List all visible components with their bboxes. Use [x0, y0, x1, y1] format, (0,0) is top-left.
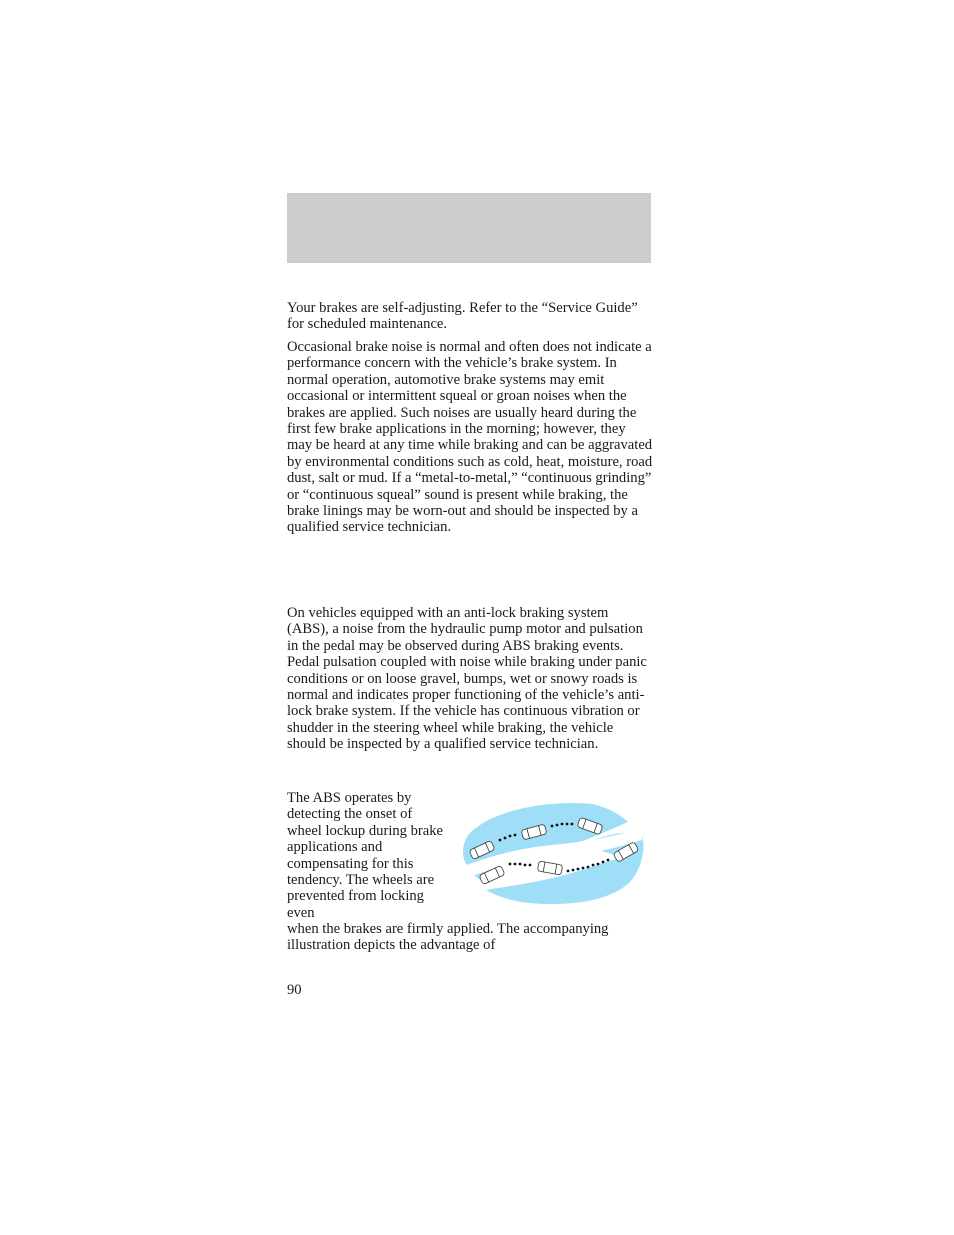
paragraph-self-adjusting: Your brakes are self-adjusting. Refer to the “Service Guide” for scheduled maintenance. [287, 300, 638, 333]
paragraph-abs-operation-start: The ABS operates by detecting the onset of wheel lockup during brake applications and compensating for this tendency. The wheels are prevented from locking even [287, 790, 444, 921]
paragraph-brake-noise: Occasional brake noise is normal and often does not indicate a performance concern with the vehicle’s brake system. In normal operation, automotive brake systems may emit occasional or intermittent squeal or groan noises when the brakes are applied. Such noises are usually heard during the first few brake applications in the morning; however, they may be heard at any time while braking and can be aggravated by environmental conditions such as cold, heat, moisture, road dust, salt or mud. If a “metal-to-metal,” “continuous grinding” or “continuous squeal” sound is present while braking, the brake linings may be worn-out and should be inspected by a qualified service technician. [287, 339, 653, 536]
section-header-band [287, 193, 651, 263]
paragraph-abs-noise: On vehicles equipped with an anti-lock braking system (ABS), a noise from the hydraulic pump motor and pulsation in the pedal may be observed during ABS braking events. Pedal pulsation coupled with noise while braking under panic conditions or on loose gravel, bumps, wet or snowy roads is normal and indicates proper functioning of the vehicle’s anti-lock brake system. If the vehicle has continuous vibration or shudder in the steering wheel while braking, the vehicle should be inspected by a qualified service technician. [287, 605, 647, 753]
abs-road-illustration [460, 800, 645, 905]
paragraph-abs-operation-continued: when the brakes are firmly applied. The accompanying illustration depicts the advantage of [287, 921, 609, 954]
page-number: 90 [287, 982, 302, 998]
